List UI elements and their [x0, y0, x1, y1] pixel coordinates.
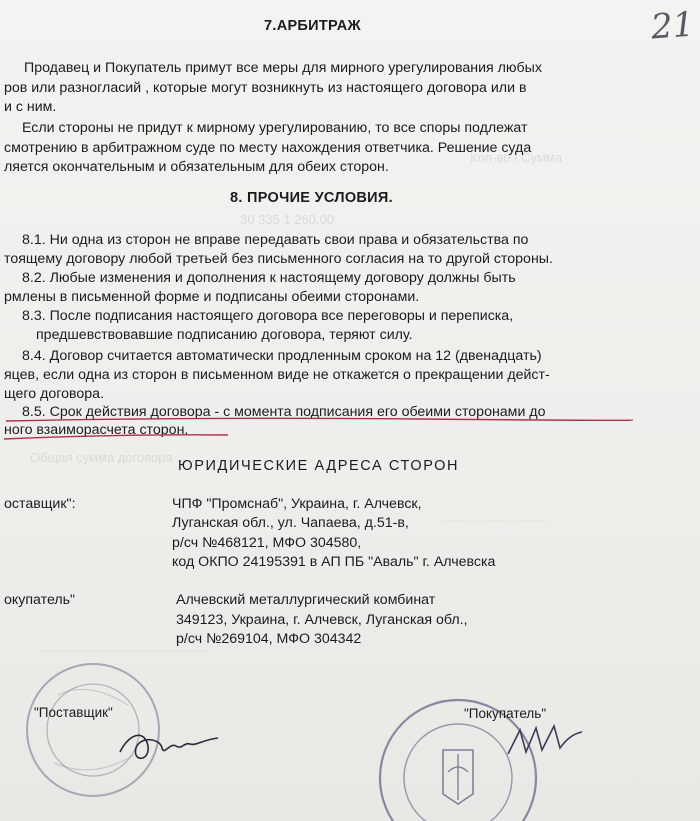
buyer-signature-label: "Покупатель" [464, 706, 547, 721]
supplier-address-line: ЧПФ "Промснаб", Украина, г. Алчевск, [172, 496, 422, 512]
supplier-signature-label: "Поставщик" [34, 705, 113, 720]
bleed-through-text: Кол-во / Сумма [470, 150, 563, 165]
buyer-label: окупатель" [4, 592, 76, 608]
section-8-line: предшевствовавшие подписанию договора, теряют силу. [36, 327, 413, 343]
section-7-line: и с ним. [4, 99, 57, 115]
buyer-address-line: Алчевский металлургический комбинат [176, 592, 436, 608]
section-7-line: ляется окончательным и обязательным для обеих сторон. [4, 159, 389, 175]
section-7-line: Если стороны не придут к мирному урегулированию, то все споры подлежат [22, 120, 528, 136]
section-8-line: яцев, если одна из сторон в письменном виде не откажется о прекращении дейст- [4, 367, 550, 383]
section-7-line: смотрению в арбитражном суде по месту нахождения ответчика. Решение суда [4, 140, 532, 156]
bleed-through-text: Общая сумма договора ...................................... [30, 450, 314, 465]
section-7-line: Продавец и Покупатель примут все меры для мирного урегулирования любых [24, 60, 542, 76]
buyer-address-line: 349123, Украина, г. Алчевск, Луганская обл., [176, 612, 468, 628]
section-8-heading: 8. ПРОЧИЕ УСЛОВИЯ. [230, 190, 393, 206]
section-8-line: рмлены в письменной форме и подписаны обеими сторонами. [4, 289, 420, 305]
section-8-line: 8.2. Любые изменения и дополнения к настоящему договору должны быть [22, 270, 516, 286]
buyer-address-line: р/сч №269104, МФО 304342 [176, 631, 362, 647]
section-8-line: тоящему договору любой третьей без письменного согласия на то другой стороны. [4, 251, 553, 267]
section-8-line: ного взаиморасчета сторон. [4, 422, 189, 438]
buyer-signature [500, 712, 590, 772]
supplier-label: оставщик": [4, 496, 76, 512]
supplier-address-line: код ОКПО 24195391 в АП ПБ "Аваль" г. Алчевска [172, 554, 496, 570]
section-7-heading: 7.АРБИТРАЖ [264, 18, 361, 34]
addresses-heading: ЮРИДИЧЕСКИЕ АДРЕСА СТОРОН [178, 458, 460, 474]
supplier-address-line: р/сч №468121, МФО 304580, [172, 535, 362, 551]
section-8-line: 8.1. Ни одна из сторон не вправе передавать свои права и обязательства по [22, 232, 529, 248]
section-8-line: 8.4. Договор считается автоматически продленным сроком на 12 (двенадцать) [22, 348, 542, 364]
section-8-line: 8.5. Срок действия договора - с момента подписания его обеими сторонами до [22, 404, 546, 420]
supplier-address-line: Луганская обл., ул. Чапаева, д.51-в, [172, 515, 409, 531]
bleed-through-text: 30 335 1 260,00 [240, 212, 334, 227]
section-8-line: щего договора. [4, 386, 105, 402]
section-8-line: 8.3. После подписания настоящего договора все переговоры и переписка, [22, 308, 514, 324]
page-number: 21 [649, 4, 696, 48]
bleed-through-text: .............................. [440, 510, 549, 525]
section-7-line: ров или разногласий , которые могут возникнуть из настоящего договора или в [4, 80, 527, 96]
supplier-signature [110, 712, 230, 772]
bleed-through-text: .............................................. [40, 640, 207, 655]
